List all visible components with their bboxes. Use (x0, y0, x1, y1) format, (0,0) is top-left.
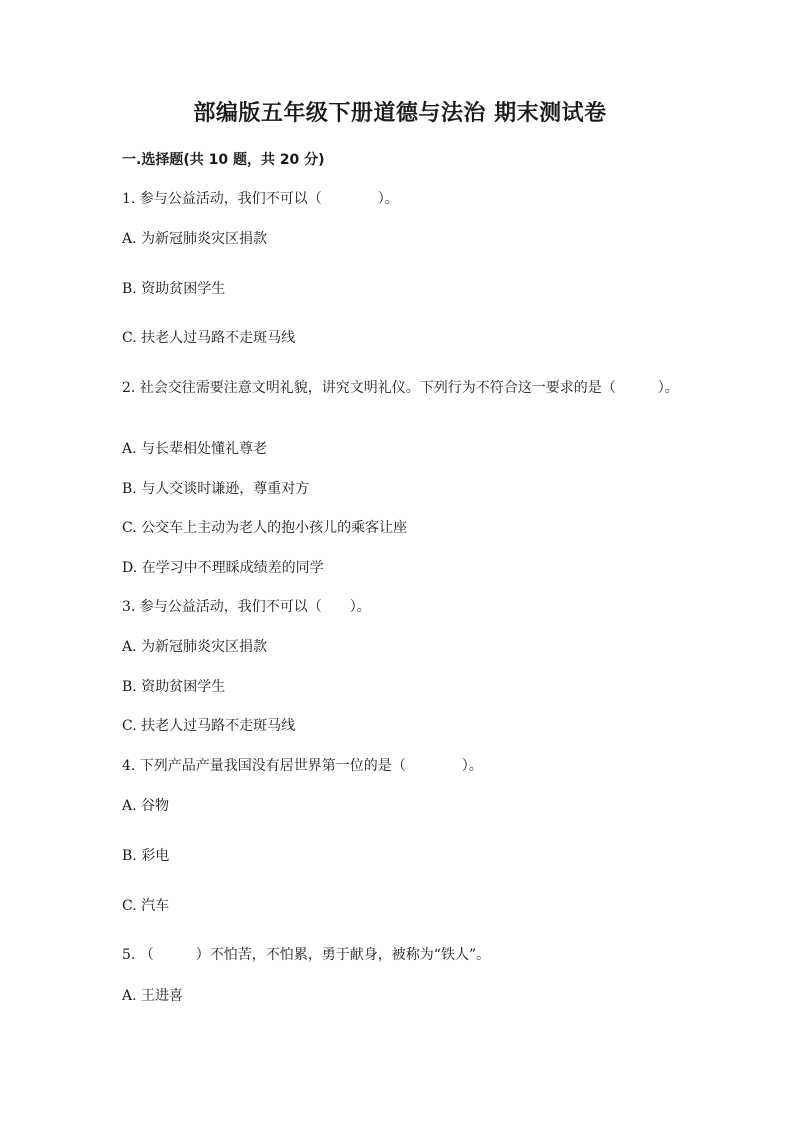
question-3-stem: 3. 参与公益活动，我们不可以（ ）。 (122, 599, 371, 615)
question-1-option-b: B. 资助贫困学生 (122, 281, 226, 297)
question-5-option-a: A. 王进喜 (122, 988, 184, 1004)
question-2-option-a: A. 与长辈相处懂礼尊老 (122, 441, 268, 457)
question-1-option-a: A. 为新冠肺炎灾区捐款 (122, 231, 268, 247)
question-4-option-a: A. 谷物 (122, 798, 170, 814)
question-2-option-c: C. 公交车上主动为老人的抱小孩儿的乘客让座 (122, 520, 408, 536)
question-2-option-d: D. 在学习中不理睬成绩差的同学 (122, 560, 324, 576)
question-4-option-c: C. 汽车 (122, 898, 170, 914)
page-title: 部编版五年级下册道德与法治 期末测试卷 (193, 101, 607, 126)
question-4-option-b: B. 彩电 (122, 848, 170, 864)
question-4-stem: 4. 下列产品产量我国没有居世界第一位的是（ ）。 (122, 758, 483, 774)
question-1-stem: 1. 参与公益活动，我们不可以（ ）。 (122, 191, 399, 207)
question-1-option-c: C. 扶老人过马路不走斑马线 (122, 330, 296, 346)
question-2-stem: 2. 社会交往需要注意文明礼貌，讲究文明礼仪。下列行为不符合这一要求的是（ ）。 (122, 380, 679, 396)
question-3-option-c: C. 扶老人过马路不走斑马线 (122, 718, 296, 734)
question-3-option-a: A. 为新冠肺炎灾区捐款 (122, 639, 268, 655)
question-3-option-b: B. 资助贫困学生 (122, 679, 226, 695)
section-heading: 一.选择题(共 10 题，共 20 分) (122, 152, 325, 168)
question-5-stem: 5. （ ）不怕苦，不怕累，勇于献身，被称为“铁人”。 (122, 947, 491, 963)
question-2-option-b: B. 与人交谈时谦逊，尊重对方 (122, 481, 310, 497)
